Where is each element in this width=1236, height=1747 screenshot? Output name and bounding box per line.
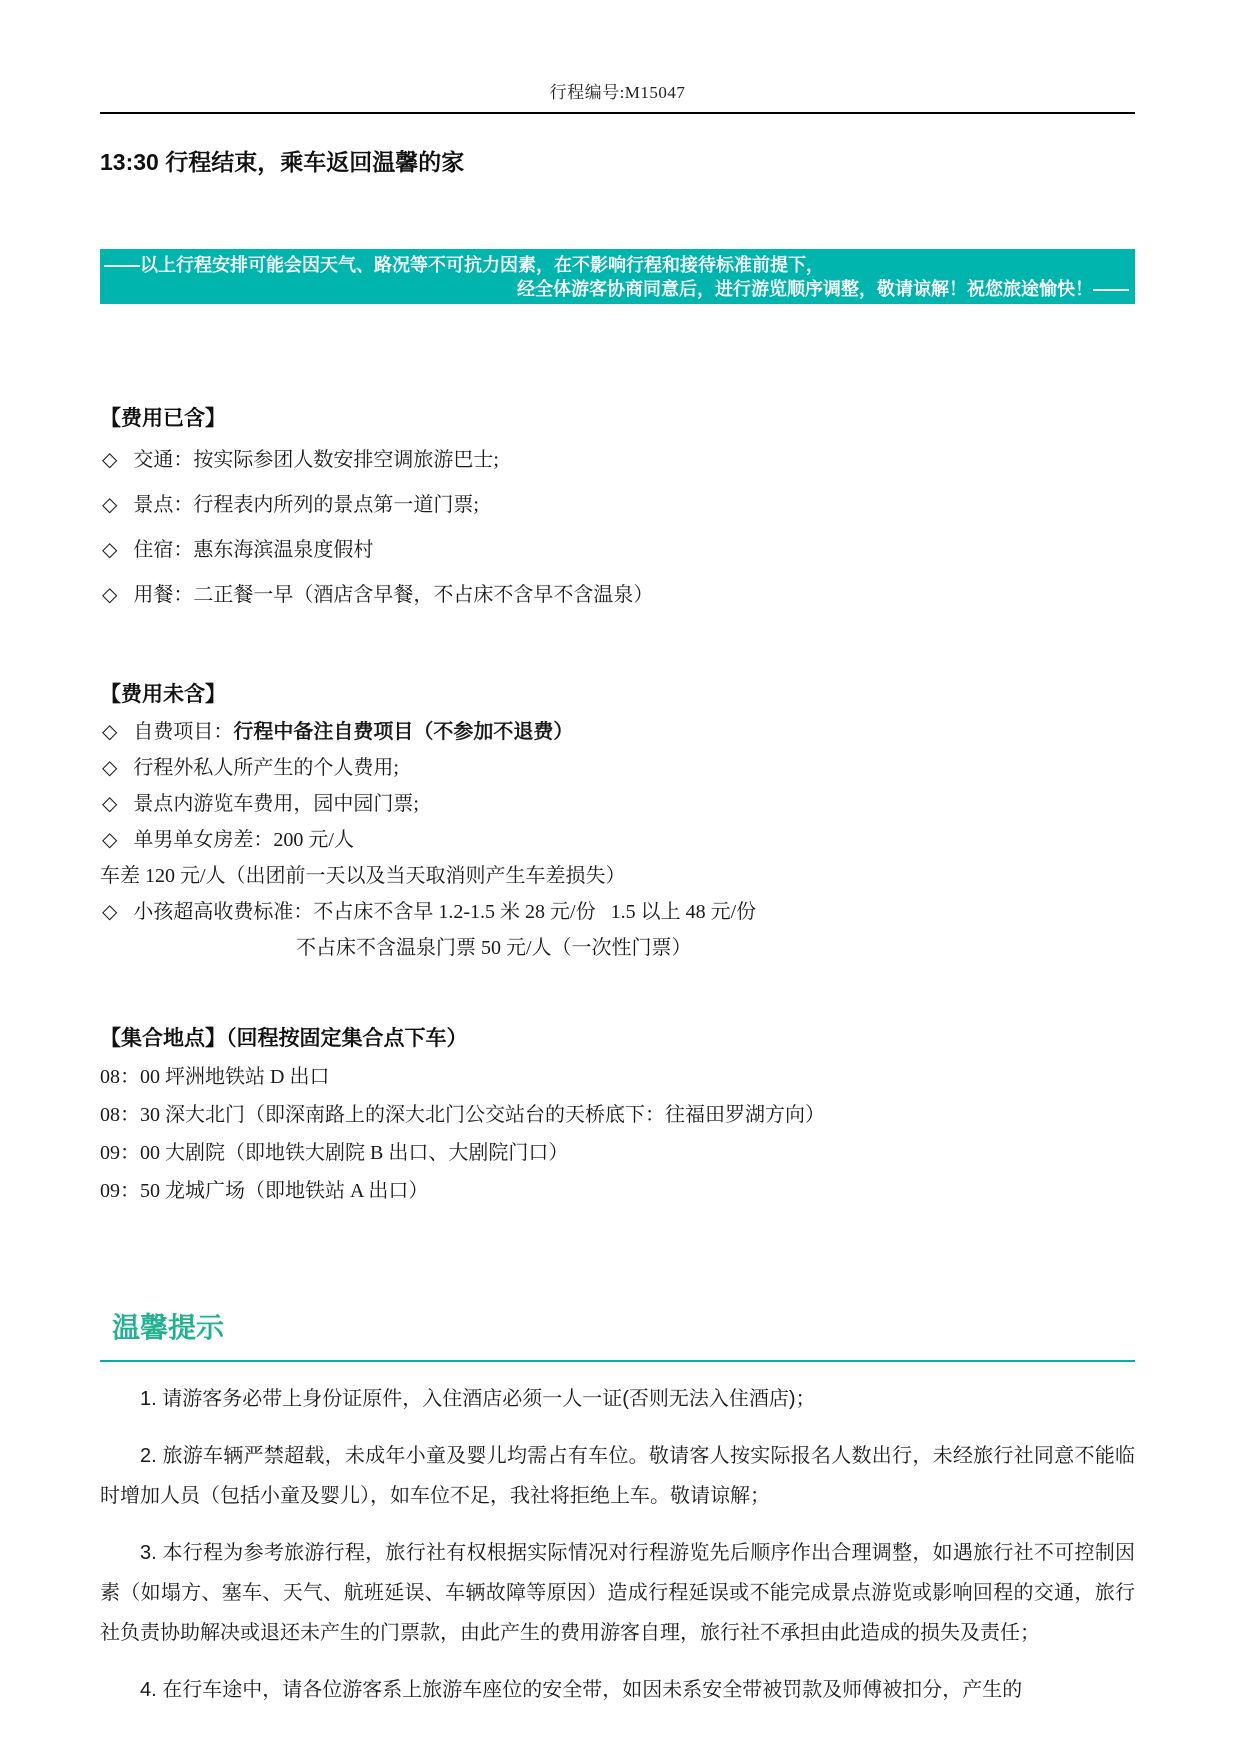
self-pay-label: 自费项目： (133, 721, 234, 743)
fee-excluded-item (100, 786, 1135, 822)
schedule-end-title: 13:30 行程结束，乘车返回温馨的家 (100, 149, 465, 175)
self-pay-bold-note: 行程中备注自费项目（不参加不退费） (233, 721, 574, 743)
child-fee-standard-text: 小孩超高收费标准：不占床不含早 1.2-1.5 米 28 元/份 1.5 以上 48 元/份 (133, 901, 757, 923)
meeting-point-text: 09：50 龙城广场（即地铁站 A 出口） (100, 1180, 429, 1202)
fee-included-heading: 【费用已含】 (100, 407, 226, 430)
child-fee-continuation (100, 930, 1135, 966)
fee-excluded-item (100, 894, 1135, 930)
meeting-points-heading: 【集合地点】（回程按固定集合点下车） (100, 1027, 468, 1050)
warm-tips-heading: 温馨提示 (112, 1312, 225, 1343)
diamond-bullet-icon: ◇ (102, 901, 118, 923)
diamond-bullet-icon: ◇ (102, 829, 118, 851)
fee-excluded-item-text: 单男单女房差：200 元/人 (133, 829, 354, 851)
diamond-bullet-icon: ◇ (102, 449, 118, 471)
fee-included-item-text: 用餐：二正餐一早（酒店含早餐，不占床不含早不含温泉） (133, 584, 654, 606)
page-header (100, 78, 1135, 114)
fee-included-item-text: 交通：按实际参团人数安排空调旅游巴士; (133, 449, 499, 471)
diamond-bullet-icon: ◇ (102, 539, 118, 561)
diamond-bullet-icon: ◇ (102, 757, 118, 779)
fee-excluded-item (100, 822, 1135, 858)
fee-included-item (100, 573, 1135, 618)
fee-excluded-item-text: 景点内游览车费用，园中园门票; (133, 793, 419, 815)
warm-tips-section (100, 1306, 1135, 1710)
meeting-point (100, 1058, 1135, 1096)
fee-included-item-text: 景点：行程表内所列的景点第一道门票; (133, 494, 479, 516)
child-fee-continuation-text: 不占床不含温泉门票 50 元/人（一次性门票） (296, 937, 692, 959)
fee-excluded-item (100, 750, 1135, 786)
fee-included-item (100, 483, 1135, 528)
diamond-bullet-icon: ◇ (102, 584, 118, 606)
meeting-point-text: 08：30 深大北门（即深南路上的深大北门公交站台的天桥底下：往福田罗湖方向） (100, 1104, 825, 1126)
banner-line-2: 经全体游客协商同意后，进行游览顺序调整，敬请谅解！祝您旅途愉快！—— (517, 279, 1129, 299)
fee-included-section (100, 402, 1135, 618)
meeting-point (100, 1096, 1135, 1134)
diamond-bullet-icon: ◇ (102, 721, 118, 743)
warm-tip-paragraph-2: 2. 旅游车辆严禁超载，未成年小童及婴儿均需占有车位。敬请客人按实际报名人数出行，未经旅行社同意不能临时增加人员（包括小童及婴儿），如车位不足，我社将拒绝上车。敬请谅解； (100, 1445, 1135, 1507)
meeting-point-text: 09：00 大剧院（即地铁大剧院 B 出口、大剧院门口） (100, 1142, 569, 1164)
diamond-bullet-icon: ◇ (102, 494, 118, 516)
diamond-bullet-icon: ◇ (102, 793, 118, 815)
meeting-points-section (100, 1022, 1135, 1210)
banner-line-1: ——以上行程安排可能会因天气、路况等不可抗力因素，在不影响行程和接待标准前提下， (104, 255, 824, 275)
fee-excluded-item-text (133, 714, 573, 750)
meeting-point (100, 1134, 1135, 1172)
fee-excluded-section (100, 678, 1135, 966)
fee-excluded-heading: 【费用未含】 (100, 683, 226, 706)
fee-excluded-item (100, 714, 1135, 750)
fee-included-item (100, 528, 1135, 573)
bus-fee-note-text: 车差 120 元/人（出团前一天以及当天取消则产生车差损失） (100, 865, 626, 887)
meeting-point-text: 08：00 坪洲地铁站 D 出口 (100, 1066, 330, 1088)
meeting-point (100, 1172, 1135, 1210)
header-divider (100, 112, 1135, 114)
warm-tip-paragraph-4: 4. 在行车途中，请各位游客系上旅游车座位的安全带，如因未系安全带被罚款及师傅被扣分，产生的 (140, 1679, 1023, 1701)
notice-banner (100, 249, 1135, 304)
warm-tip-paragraph-1: 1. 请游客务必带上身份证原件，入住酒店必须一人一证(否则无法入住酒店)； (140, 1388, 816, 1410)
fee-included-item (100, 438, 1135, 483)
bus-fee-note (100, 858, 1135, 894)
warm-tip-paragraph-3: 3. 本行程为参考旅游行程，旅行社有权根据实际情况对行程游览先后顺序作出合理调整，如遇旅行社不可控制因素（如塌方、塞车、天气、航班延误、车辆故障等原因）造成行程延误或不能完成景点游览或影响回程的交通，旅行社负责协助解决或退还未产生的门票款，由此产生的费用游客自理，旅行社不承担由此造成的损失及责任； (100, 1542, 1135, 1644)
fee-excluded-item-text: 行程外私人所产生的个人费用; (133, 757, 399, 779)
fee-included-item-text: 住宿：惠东海滨温泉度假村 (133, 539, 374, 561)
itinerary-number: 行程编号:M15047 (549, 83, 686, 102)
